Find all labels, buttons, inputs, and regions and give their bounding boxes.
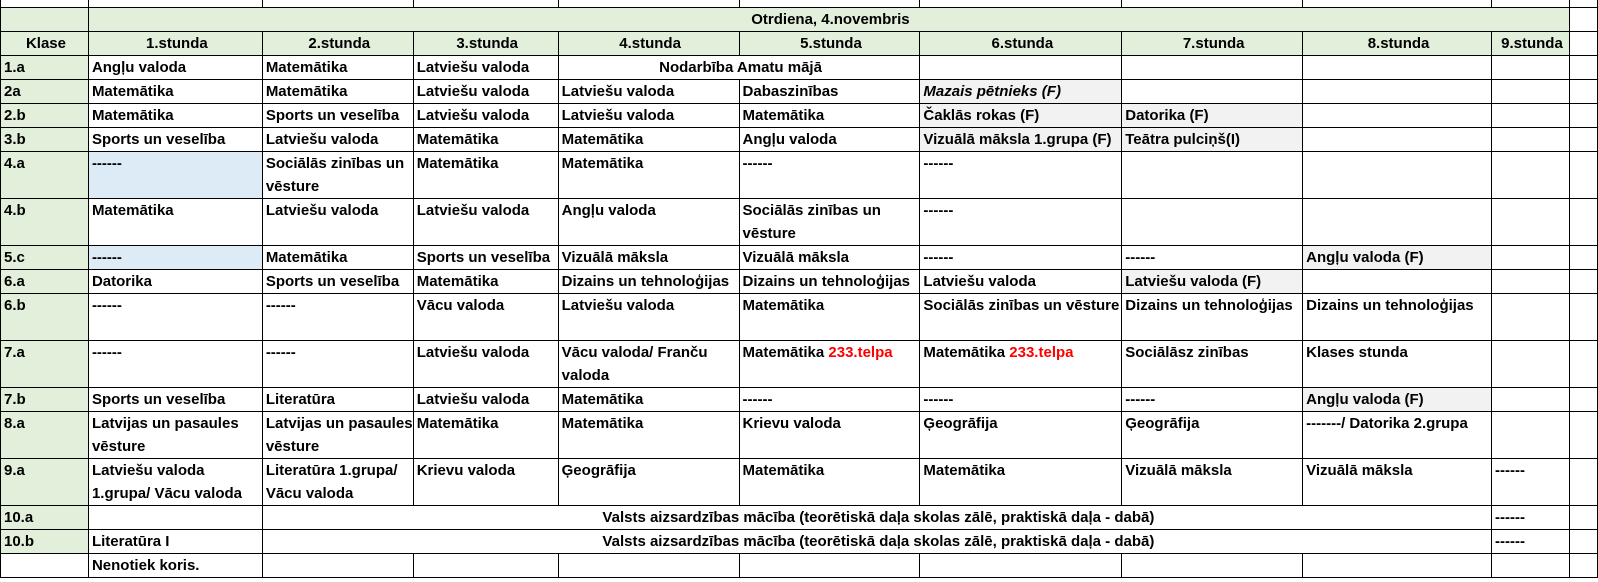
lesson-cell[interactable] bbox=[1491, 294, 1569, 341]
table-row bbox=[1, 506, 1598, 530]
lesson-cell[interactable]: Čaklās rokas (F) bbox=[920, 104, 1122, 128]
lesson-cell[interactable]: Vācu valoda bbox=[413, 294, 558, 341]
lesson-cell[interactable]: Literatūra bbox=[262, 388, 413, 412]
class-cell[interactable]: 7.a bbox=[1, 341, 89, 388]
lesson-cell[interactable]: Matemātika bbox=[920, 459, 1122, 506]
lesson-cell[interactable]: ------ bbox=[88, 246, 262, 270]
room-note: 233.telpa bbox=[1009, 344, 1074, 361]
lesson-cell[interactable] bbox=[1491, 104, 1569, 128]
lesson-cell[interactable] bbox=[1303, 270, 1492, 294]
lesson-cell[interactable]: Dabaszinības bbox=[739, 80, 920, 104]
lesson-cell[interactable]: Vizuālā māksla bbox=[1303, 459, 1492, 506]
class-cell[interactable]: 6.a bbox=[1, 270, 89, 294]
lesson-cell[interactable]: Matemātika bbox=[558, 388, 739, 412]
lesson-cell[interactable]: Latviešu valoda bbox=[262, 128, 413, 152]
lesson-cell[interactable] bbox=[1491, 199, 1569, 246]
class-cell[interactable]: 1.a bbox=[1, 56, 89, 80]
table-row bbox=[1, 341, 1598, 388]
lesson-cell[interactable]: Sports un veselība bbox=[262, 270, 413, 294]
table-row bbox=[1, 530, 1598, 554]
lesson-cell[interactable]: Sports un veselība bbox=[413, 246, 558, 270]
clipped-top-row bbox=[1, 0, 1598, 8]
class-cell[interactable]: 10.a bbox=[1, 506, 89, 530]
lesson-cell[interactable] bbox=[1303, 104, 1492, 128]
lesson-cell[interactable]: ------ bbox=[88, 294, 262, 341]
lesson-cell[interactable]: Vizuālā māksla 1.grupa (F) bbox=[920, 128, 1122, 152]
lesson-cell-merged[interactable]: Nodarbība Amatu mājā bbox=[558, 56, 920, 80]
lesson-cell-merged[interactable]: Valsts aizsardzības mācība (teorētiskā daļa skolas zālē, praktiskā daļa - dabā) bbox=[262, 530, 1491, 554]
lesson-cell[interactable]: ------ bbox=[920, 199, 1122, 246]
lesson-cell[interactable] bbox=[739, 341, 920, 388]
lesson-cell[interactable]: Literatūra 1.grupa/ Vācu valoda bbox=[262, 459, 413, 506]
lesson-cell[interactable]: Krievu valoda bbox=[739, 412, 920, 459]
lesson-cell[interactable]: ------ bbox=[1122, 388, 1303, 412]
lesson-cell[interactable]: Sports un veselība bbox=[262, 104, 413, 128]
header-lesson-6[interactable]: 6.stunda bbox=[920, 32, 1122, 56]
lesson-cell[interactable]: Matemātika bbox=[262, 246, 413, 270]
lesson-cell[interactable] bbox=[1122, 80, 1303, 104]
lesson-cell[interactable] bbox=[920, 341, 1122, 388]
header-lesson-4[interactable]: 4.stunda bbox=[558, 32, 739, 56]
class-cell[interactable]: 4.b bbox=[1, 199, 89, 246]
lesson-cell[interactable]: Sociālās zinības un vēsture bbox=[262, 152, 413, 199]
lesson-cell[interactable]: Angļu valoda bbox=[739, 128, 920, 152]
lesson-cell[interactable]: Sociālās zinības un vēsture bbox=[739, 199, 920, 246]
lesson-cell[interactable] bbox=[1491, 152, 1569, 199]
header-lesson-8[interactable]: 8.stunda bbox=[1303, 32, 1492, 56]
lesson-cell[interactable]: Latviešu valoda bbox=[558, 294, 739, 341]
lesson-cell[interactable]: Angļu valoda (F) bbox=[1303, 388, 1492, 412]
lesson-cell[interactable] bbox=[1122, 199, 1303, 246]
lesson-cell[interactable]: ------ bbox=[920, 388, 1122, 412]
lesson-cell[interactable]: Mazais pētnieks (F) bbox=[920, 80, 1122, 104]
lesson-cell[interactable]: Matemātika bbox=[739, 294, 920, 341]
lesson-cell[interactable]: Matemātika bbox=[558, 412, 739, 459]
room-note: 233.telpa bbox=[828, 344, 893, 361]
lesson-cell[interactable]: Matemātika bbox=[88, 104, 262, 128]
lesson-cell[interactable]: Latviešu valoda bbox=[558, 80, 739, 104]
lesson-cell[interactable]: ------ bbox=[1491, 506, 1569, 530]
lesson-cell[interactable]: Vizuālā māksla bbox=[558, 246, 739, 270]
lesson-cell[interactable]: ------ bbox=[920, 246, 1122, 270]
lesson-cell[interactable]: Latviešu valoda (F) bbox=[1122, 270, 1303, 294]
corner-cell[interactable] bbox=[1, 8, 89, 32]
table-row bbox=[1, 412, 1598, 459]
table-row bbox=[1, 128, 1598, 152]
lesson-cell[interactable]: ------ bbox=[739, 152, 920, 199]
lesson-cell[interactable]: Latviešu valoda bbox=[413, 80, 558, 104]
lesson-cell[interactable] bbox=[1303, 56, 1492, 80]
lesson-cell[interactable]: Matemātika bbox=[558, 128, 739, 152]
lesson-cell[interactable]: Latviešu valoda bbox=[413, 388, 558, 412]
table-row bbox=[1, 199, 1598, 246]
lesson-cell[interactable]: ------ bbox=[1491, 530, 1569, 554]
lesson-cell[interactable] bbox=[1491, 128, 1569, 152]
lesson-cell[interactable]: -------/ Datorika 2.grupa bbox=[1303, 412, 1492, 459]
lesson-cell[interactable]: Matemātika bbox=[739, 459, 920, 506]
lesson-cell[interactable]: Matemātika bbox=[739, 104, 920, 128]
lesson-cell[interactable] bbox=[1122, 152, 1303, 199]
lesson-cell[interactable] bbox=[1491, 412, 1569, 459]
header-lesson-5[interactable]: 5.stunda bbox=[739, 32, 920, 56]
lesson-cell[interactable]: Krievu valoda bbox=[413, 459, 558, 506]
lesson-cell[interactable]: Latviešu valoda bbox=[413, 341, 558, 388]
table-row bbox=[1, 554, 1598, 578]
lesson-cell[interactable]: Matemātika bbox=[262, 56, 413, 80]
lesson-cell[interactable]: Dizains un tehnoloģijas bbox=[1303, 294, 1492, 341]
lesson-cell[interactable]: ------ bbox=[88, 152, 262, 199]
class-cell[interactable]: 5.c bbox=[1, 246, 89, 270]
lesson-cell[interactable]: Matemātika bbox=[558, 152, 739, 199]
class-cell[interactable]: 8.a bbox=[1, 412, 89, 459]
date-title-row bbox=[1, 8, 1598, 32]
lesson-cell[interactable]: Teātra pulciņš(I) bbox=[1122, 128, 1303, 152]
lesson-cell[interactable]: Latviešu valoda bbox=[558, 104, 739, 128]
header-row bbox=[1, 32, 1598, 56]
lesson-cell[interactable]: Vācu valoda/ Franču valoda bbox=[558, 341, 739, 388]
class-cell[interactable]: 7.b bbox=[1, 388, 89, 412]
lesson-cell[interactable]: ------ bbox=[920, 152, 1122, 199]
lesson-cell[interactable]: Dizains un tehnoloģijas bbox=[558, 270, 739, 294]
table-row bbox=[1, 459, 1598, 506]
lesson-cell[interactable]: Sociālāsz zinības bbox=[1122, 341, 1303, 388]
lesson-cell[interactable] bbox=[88, 506, 262, 530]
lesson-cell[interactable]: Matemātika bbox=[88, 199, 262, 246]
header-lesson-9[interactable]: 9.stunda bbox=[1491, 32, 1569, 56]
class-cell[interactable] bbox=[1, 554, 89, 578]
table-row bbox=[1, 388, 1598, 412]
header-lesson-3[interactable]: 3.stunda bbox=[413, 32, 558, 56]
lesson-cell[interactable] bbox=[1491, 270, 1569, 294]
lesson-cell[interactable]: Datorika bbox=[88, 270, 262, 294]
class-cell[interactable]: 6.b bbox=[1, 294, 89, 341]
lesson-cell[interactable]: Latvijas un pasaules vēsture bbox=[88, 412, 262, 459]
header-lesson-1[interactable]: 1.stunda bbox=[88, 32, 262, 56]
lesson-cell[interactable]: Matemātika bbox=[413, 412, 558, 459]
lesson-cell[interactable]: ------ bbox=[262, 294, 413, 341]
lesson-cell[interactable]: ------ bbox=[739, 388, 920, 412]
lesson-cell[interactable]: Literatūra I bbox=[88, 530, 262, 554]
lesson-cell[interactable] bbox=[1491, 388, 1569, 412]
header-lesson-7[interactable]: 7.stunda bbox=[1122, 32, 1303, 56]
lesson-cell[interactable]: Angļu valoda bbox=[558, 199, 739, 246]
note-cell[interactable]: Nenotiek koris. bbox=[88, 554, 262, 578]
class-cell[interactable]: 3.b bbox=[1, 128, 89, 152]
class-cell[interactable]: 10.b bbox=[1, 530, 89, 554]
lesson-cell[interactable]: Latviešu valoda bbox=[413, 104, 558, 128]
lesson-cell[interactable] bbox=[1491, 246, 1569, 270]
lesson-cell[interactable] bbox=[1303, 199, 1492, 246]
class-cell[interactable]: 2a bbox=[1, 80, 89, 104]
lesson-cell[interactable]: Dizains un tehnoloģijas bbox=[1122, 294, 1303, 341]
lesson-cell[interactable]: Klases stunda bbox=[1303, 341, 1492, 388]
table-row bbox=[1, 56, 1598, 80]
class-cell[interactable]: 2.b bbox=[1, 104, 89, 128]
lesson-cell[interactable]: Matemātika bbox=[88, 80, 262, 104]
lesson-cell[interactable]: Latviešu valoda bbox=[920, 270, 1122, 294]
table-row bbox=[1, 294, 1598, 341]
lesson-cell[interactable]: Vizuālā māksla bbox=[1122, 459, 1303, 506]
lesson-cell[interactable] bbox=[1491, 80, 1569, 104]
lesson-cell[interactable]: Sports un veselība bbox=[88, 388, 262, 412]
lesson-cell[interactable] bbox=[1303, 80, 1492, 104]
lesson-cell[interactable]: Latvijas un pasaules vēsture bbox=[262, 412, 413, 459]
lesson-cell[interactable]: Latviešu valoda bbox=[262, 199, 413, 246]
lesson-cell[interactable]: Matemātika bbox=[413, 270, 558, 294]
lesson-cell[interactable]: Ģeogrāfija bbox=[1122, 412, 1303, 459]
lesson-cell[interactable]: Matemātika bbox=[413, 152, 558, 199]
lesson-cell[interactable] bbox=[1303, 128, 1492, 152]
lesson-cell[interactable]: Sports un veselība bbox=[88, 128, 262, 152]
date-title[interactable]: Otrdiena, 4.novembris bbox=[88, 8, 1569, 32]
lesson-cell[interactable]: Angļu valoda (F) bbox=[1303, 246, 1492, 270]
lesson-cell[interactable]: Latviešu valoda bbox=[413, 199, 558, 246]
lesson-cell-merged[interactable]: Valsts aizsardzības mācība (teorētiskā daļa skolas zālē, praktiskā daļa - dabā) bbox=[262, 506, 1491, 530]
lesson-cell[interactable]: Matemātika bbox=[262, 80, 413, 104]
header-lesson-2[interactable]: 2.stunda bbox=[262, 32, 413, 56]
lesson-cell[interactable]: Latviešu valoda bbox=[413, 56, 558, 80]
lesson-cell[interactable]: ------ bbox=[262, 341, 413, 388]
lesson-text: Matemātika bbox=[742, 344, 825, 361]
lesson-cell[interactable]: Ģeogrāfija bbox=[558, 459, 739, 506]
lesson-cell[interactable]: ------ bbox=[1122, 246, 1303, 270]
class-cell[interactable]: 9.a bbox=[1, 459, 89, 506]
lesson-cell[interactable]: Ģeogrāfija bbox=[920, 412, 1122, 459]
lesson-cell[interactable]: Vizuālā māksla bbox=[739, 246, 920, 270]
lesson-cell[interactable] bbox=[1491, 56, 1569, 80]
lesson-cell[interactable]: Latviešu valoda 1.grupa/ Vācu valoda bbox=[88, 459, 262, 506]
lesson-cell[interactable] bbox=[1491, 341, 1569, 388]
lesson-cell[interactable]: Matemātika bbox=[413, 128, 558, 152]
table-row bbox=[1, 246, 1598, 270]
lesson-cell[interactable] bbox=[1303, 152, 1492, 199]
lesson-cell[interactable]: ------ bbox=[1491, 459, 1569, 506]
lesson-cell[interactable] bbox=[1122, 56, 1303, 80]
table-row bbox=[1, 104, 1598, 128]
class-cell[interactable]: 4.a bbox=[1, 152, 89, 199]
lesson-cell[interactable]: Angļu valoda bbox=[88, 56, 262, 80]
lesson-cell[interactable] bbox=[920, 56, 1122, 80]
table-row bbox=[1, 152, 1598, 199]
lesson-cell[interactable]: Sociālās zinības un vēsture bbox=[920, 294, 1122, 341]
lesson-cell[interactable]: ------ bbox=[88, 341, 262, 388]
table-row bbox=[1, 80, 1598, 104]
header-klase[interactable]: Klase bbox=[1, 32, 89, 56]
table-row bbox=[1, 270, 1598, 294]
lesson-cell[interactable]: Datorika (F) bbox=[1122, 104, 1303, 128]
lesson-cell[interactable]: Dizains un tehnoloģijas bbox=[739, 270, 920, 294]
lesson-text: Matemātika bbox=[923, 344, 1006, 361]
